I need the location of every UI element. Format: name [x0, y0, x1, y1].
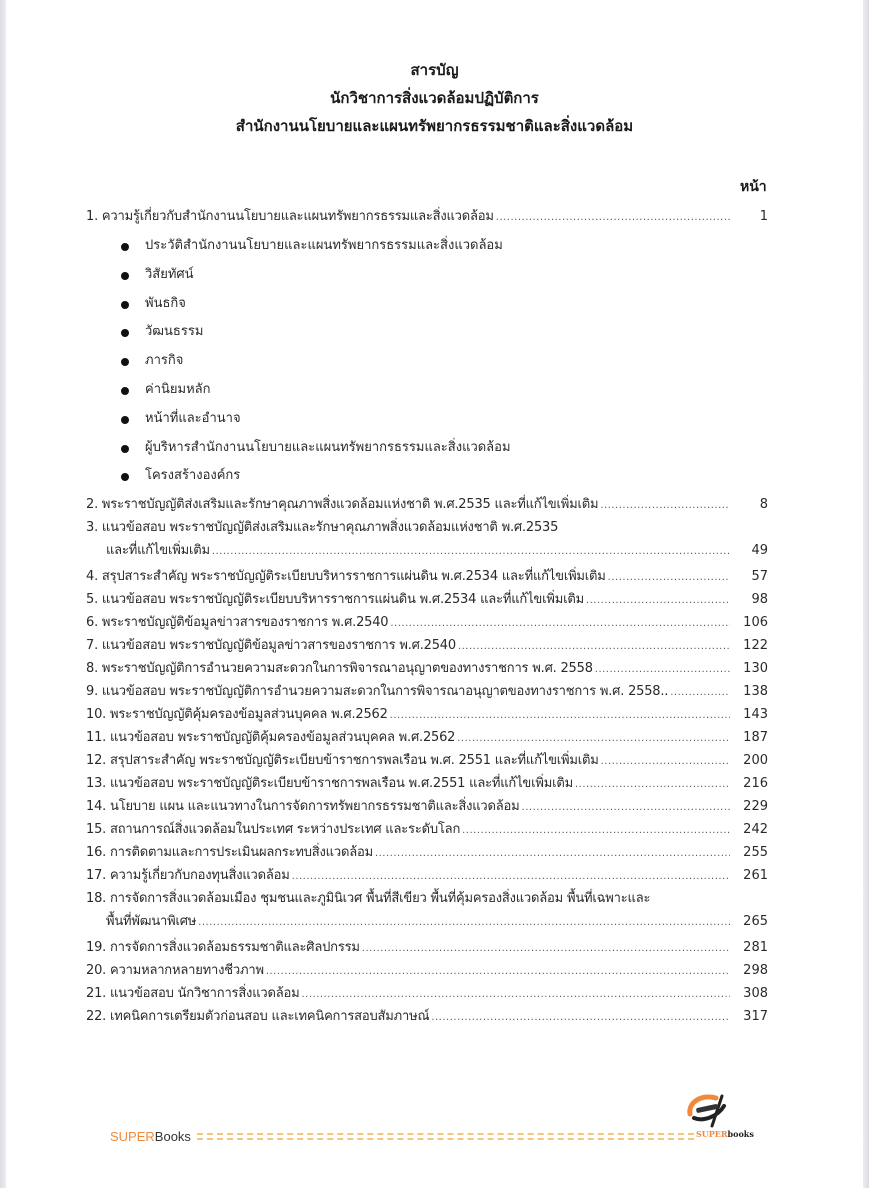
bullet-icon — [121, 329, 129, 337]
toc-entry-page: 229 — [743, 799, 768, 815]
toc-subitem[interactable] — [86, 318, 776, 347]
bullet-icon — [121, 416, 129, 424]
toc-subitem[interactable] — [86, 232, 776, 261]
toc-entry-label: 15. สถานการณ์สิ่งแวดล้อมในประเทศ ระหว่างประเทศ และระดับโลก — [86, 822, 461, 838]
toc-entry-page: 298 — [743, 963, 768, 979]
toc-subitem-label: ค่านิยมหลัก — [145, 381, 211, 397]
toc-subitem[interactable] — [86, 290, 776, 319]
toc-entry-18-continuation[interactable] — [86, 910, 776, 933]
toc-entry-label: 20. ความหลากหลายทางชีวภาพ — [86, 963, 264, 979]
toc-entry-page: 138 — [743, 684, 768, 700]
toc-entry-page: 98 — [751, 592, 768, 608]
bullet-icon — [121, 358, 129, 366]
toc-entry-label: 13. แนวข้อสอบ พระราชบัญญัติระเบียบข้าราชการพลเรือน พ.ศ.2551 และที่แก้ไขเพิ่มเติม — [86, 776, 573, 792]
dot-leader — [375, 842, 730, 865]
toc-entry-label: 2. พระราชบัญญัติส่งเสริมและรักษาคุณภาพสิ่งแวดล้อมแห่งชาติ พ.ศ.2535 และที่แก้ไขเพิ่มเติม — [86, 497, 599, 513]
dot-leader — [575, 773, 730, 796]
toc-entry-label: 3. แนวข้อสอบ พระราชบัญญัติส่งเสริมและรักษาคุณภาพสิ่งแวดล้อมแห่งชาติ พ.ศ.2535 — [86, 520, 559, 536]
toc-entry-4[interactable] — [86, 565, 776, 588]
toc-entry-label: 5. แนวข้อสอบ พระราชบัญญัติระเบียบบริหารราชการแผ่นดิน พ.ศ.2534 และที่แก้ไขเพิ่มเติม — [86, 592, 584, 608]
toc-entry-page: 49 — [751, 543, 768, 559]
toc-entry-page: 1 — [759, 209, 768, 224]
dot-leader — [670, 681, 730, 704]
toc-subitem-label: วิสัยทัศน์ — [145, 266, 194, 282]
toc-entry-8[interactable] — [86, 657, 776, 680]
dot-leader — [292, 865, 730, 888]
toc-entry-page: 242 — [743, 822, 768, 838]
dot-leader — [608, 566, 730, 589]
toc-entry-label: 18. การจัดการสิ่งแวดล้อมเมือง ชุมชนและภูมินิเวศ พื้นที่สีเขียว พื้นที่คุ้มครองสิ่งแวดล้อม พื้นที่เฉพาะและ — [86, 891, 651, 907]
bullet-icon — [121, 387, 129, 395]
toc-entry-page: 216 — [743, 776, 768, 792]
dot-leader — [362, 937, 730, 960]
toc-entry-page: 261 — [743, 868, 768, 884]
dot-leader — [586, 589, 730, 612]
toc-entry-label-continuation: พื้นที่พัฒนาพิเศษ — [106, 914, 197, 930]
toc-entry-16[interactable] — [86, 841, 776, 864]
toc-subitem[interactable] — [86, 347, 776, 376]
agency-title: สำนักงานนโยบายและแผนทรัพยากรธรรมชาติและสิ่งแวดล้อม — [235, 117, 634, 135]
toc-entry-9[interactable] — [86, 680, 776, 703]
bullet-icon — [121, 301, 129, 309]
page-edge-right — [863, 0, 869, 1188]
toc-entry-18[interactable] — [86, 887, 776, 910]
dot-leader — [458, 635, 730, 658]
toc-subitem-label: ประวัติสำนักงานนโยบายและแผนทรัพยากรธรรมและสิ่งแวดล้อม — [145, 238, 503, 253]
toc-entry-14[interactable] — [86, 795, 776, 818]
dot-leader — [595, 658, 730, 681]
table-of-contents — [86, 205, 776, 1028]
dot-leader — [198, 911, 730, 934]
bullet-icon — [121, 243, 129, 251]
toc-entry-label: 11. แนวข้อสอบ พระราชบัญญัติคุ้มครองข้อมูลส่วนบุคคล พ.ศ.2562 — [86, 730, 456, 746]
toc-subitem[interactable] — [86, 462, 776, 491]
dot-leader — [431, 1006, 730, 1029]
toc-subitem-label: พันธกิจ — [145, 295, 186, 311]
dot-leader — [390, 612, 730, 635]
toc-entry-page: 130 — [743, 661, 768, 677]
toc-entry-page: 200 — [743, 753, 768, 769]
toc-entry-label: 14. นโยบาย แผน และแนวทางในการจัดการทรัพยากรธรรมชาติและสิ่งแวดล้อม — [86, 799, 520, 815]
toc-entry-11[interactable] — [86, 726, 776, 749]
toc-entry-label: 1. ความรู้เกี่ยวกับสำนักงานนโยบายและแผนทรัพยากรธรรมและสิ่งแวดล้อม — [86, 209, 494, 224]
toc-entry-1[interactable] — [86, 205, 776, 228]
toc-entry-label: 7. แนวข้อสอบ พระราชบัญญัติข้อมูลข่าวสารของราชการ พ.ศ.2540 — [86, 638, 456, 654]
footer-brand: SUPERBooks — [110, 1128, 191, 1144]
toc-entry-2[interactable] — [86, 493, 776, 516]
bullet-icon — [121, 473, 129, 481]
toc-entry-22[interactable] — [86, 1005, 776, 1028]
toc-entry-label: 21. แนวข้อสอบ นักวิชาการสิ่งแวดล้อม — [86, 986, 300, 1002]
toc-entry-12[interactable] — [86, 749, 776, 772]
toc-entry-3[interactable] — [86, 516, 776, 539]
toc-entry-label: 8. พระราชบัญญัติการอำนวยความสะดวกในการพิจารณาอนุญาตของทางราชการ พ.ศ. 2558 — [86, 661, 593, 677]
page-column-header: หน้า — [740, 179, 767, 195]
position-title: นักวิชาการสิ่งแวดล้อมปฏิบัติการ — [330, 89, 539, 107]
toc-entry-page: 281 — [743, 940, 768, 956]
toc-entry-6[interactable] — [86, 611, 776, 634]
toc-entry-3-continuation[interactable] — [86, 539, 776, 562]
toc-entry-label: 12. สรุปสาระสำคัญ พระราชบัญญัติระเบียบข้าราชการพลเรือน พ.ศ. 2551 และที่แก้ไขเพิ่มเติม — [86, 753, 599, 769]
dot-leader — [601, 750, 730, 773]
toc-entry-page: 187 — [743, 730, 768, 746]
toc-entry-17[interactable] — [86, 864, 776, 887]
toc-entry-label: 9. แนวข้อสอบ พระราชบัญญัติการอำนวยความสะดวกในการพิจารณาอนุญาตของทางราชการ พ.ศ. 2558.. — [86, 684, 669, 700]
bullet-icon — [121, 445, 129, 453]
toc-entry-page: 57 — [751, 569, 768, 585]
toc-subitem[interactable] — [86, 376, 776, 405]
toc-entry-10[interactable] — [86, 703, 776, 726]
toc-entry-5[interactable] — [86, 588, 776, 611]
dot-leader — [457, 727, 730, 750]
dot-leader — [462, 819, 730, 842]
toc-entry-15[interactable] — [86, 818, 776, 841]
toc-subitem-label: วัฒนธรรม — [145, 324, 204, 340]
toc-subitem[interactable] — [86, 434, 776, 463]
dot-leader — [266, 960, 730, 983]
toc-entry-page: 143 — [743, 707, 768, 723]
superbooks-logo-icon — [684, 1092, 732, 1128]
document-page — [6, 0, 863, 1188]
toc-entry-page: 317 — [743, 1009, 768, 1025]
toc-entry-label: 22. เทคนิคการเตรียมตัวก่อนสอบ และเทคนิคการสอบสัมภาษณ์ — [86, 1009, 430, 1025]
toc-subitem-label: โครงสร้างองค์กร — [145, 468, 241, 484]
toc-entry-label: 4. สรุปสาระสำคัญ พระราชบัญญัติระเบียบบริหารราชการแผ่นดิน พ.ศ.2534 และที่แก้ไขเพิ่มเติม — [86, 569, 606, 585]
dot-leader — [301, 983, 730, 1006]
toc-subitem-label: ผู้บริหารสำนักงานนโยบายและแผนทรัพยากรธรรมและสิ่งแวดล้อม — [145, 439, 511, 455]
toc-subitem[interactable] — [86, 261, 776, 290]
toc-title: สารบัญ — [410, 61, 459, 79]
dot-leader — [496, 206, 730, 229]
footer-divider — [197, 1133, 694, 1140]
dot-leader — [212, 540, 730, 563]
toc-entry-page: 8 — [759, 497, 768, 513]
toc-entry-page: 122 — [743, 638, 768, 654]
toc-entry-19[interactable] — [86, 936, 776, 959]
toc-entry-label: 10. พระราชบัญญัติคุ้มครองข้อมูลส่วนบุคคล พ.ศ.2562 — [86, 707, 388, 723]
toc-entry-page: 255 — [743, 845, 768, 861]
toc-entry-label: 16. การติดตามและการประเมินผลกระทบสิ่งแวดล้อม — [86, 845, 373, 861]
toc-subitem-label: หน้าที่และอำนาจ — [145, 410, 241, 426]
dot-leader — [522, 796, 730, 819]
toc-entry-13[interactable] — [86, 772, 776, 795]
toc-entry-label: 6. พระราชบัญญัติข้อมูลข่าวสารของราชการ พ.ศ.2540 — [86, 615, 389, 631]
toc-subitem-label: ภารกิจ — [145, 353, 184, 369]
dot-leader — [390, 704, 730, 727]
toc-entry-label: 17. ความรู้เกี่ยวกับกองทุนสิ่งแวดล้อม — [86, 868, 290, 884]
toc-subitem[interactable] — [86, 405, 776, 434]
toc-entry-label-continuation: และที่แก้ไขเพิ่มเติม — [106, 543, 210, 559]
toc-entry-page: 265 — [743, 914, 768, 930]
dot-leader — [600, 494, 730, 517]
toc-title-block — [6, 56, 863, 140]
toc-entry-page: 308 — [743, 986, 768, 1002]
toc-entry-7[interactable] — [86, 634, 776, 657]
superbooks-logo-text: SUPERbooks — [696, 1129, 754, 1139]
toc-entry-20[interactable] — [86, 959, 776, 982]
bullet-icon — [121, 272, 129, 280]
toc-entry-21[interactable] — [86, 982, 776, 1005]
toc-entry-page: 106 — [743, 615, 768, 631]
toc-entry-label: 19. การจัดการสิ่งแวดล้อมธรรมชาติและศิลปกรรม — [86, 940, 360, 956]
page-footer — [110, 1126, 760, 1146]
